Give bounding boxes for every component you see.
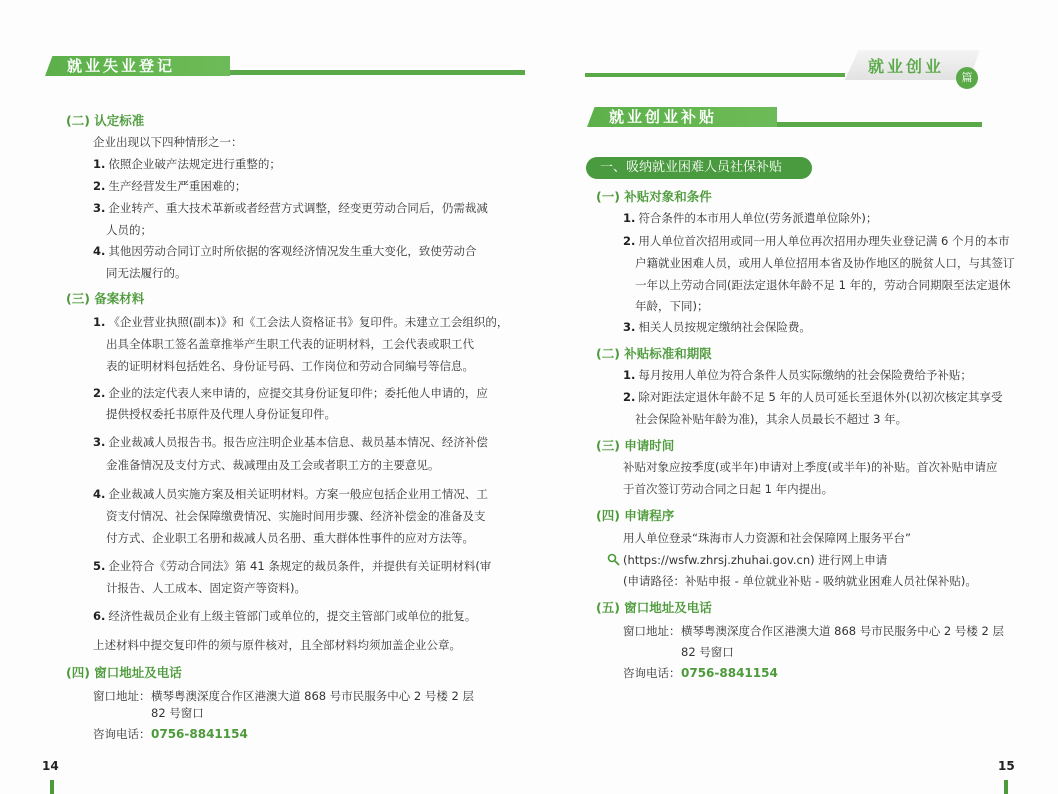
page-marker: [1004, 780, 1008, 794]
list-item: [623, 210, 877, 226]
text-line: 用人单位登录“珠海市人力资源和社会保障网上服务平台”: [623, 531, 911, 545]
list-item: [623, 367, 972, 383]
item-text: 户籍就业困难人员，或用人单位招用本省及协作地区的脱贫人口，与其签订: [635, 256, 1015, 270]
list-item: [93, 314, 508, 330]
address-text: 82 号窗口: [151, 706, 204, 720]
list-item: [93, 434, 488, 450]
item-text: 除对距法定退休年龄不足 5 年的人员可延长至退休外(以初次核定其享受: [638, 390, 1003, 404]
item-text: 人员的；: [106, 223, 152, 237]
phone-number: 0756-8841154: [151, 727, 248, 741]
item-number: 6.: [93, 609, 106, 623]
website-link[interactable]: (https://wsfw.zhrsj.zhuhai.gov.cn) 进行网上申请: [623, 553, 888, 567]
item-number: 2.: [93, 179, 106, 193]
text-line: 于首次签订劳动合同之日起 1 年内提出。: [623, 482, 834, 496]
item-number: 2.: [93, 386, 106, 400]
item-text: 《企业营业执照(副本)》和《工会法人资格证书》复印件。未建立工会组织的，: [108, 315, 509, 329]
list-item: [93, 558, 491, 574]
item-number: 1.: [623, 368, 636, 382]
heading-materials: (三) 备案材料: [66, 291, 145, 306]
item-text: 社会保险补贴年龄为准)，其余人员最长不超过 3 年。: [635, 412, 908, 426]
list-item: [93, 200, 488, 216]
list-item: [93, 486, 488, 502]
chapter-badge: 篇: [956, 67, 978, 89]
item-text: 其他因劳动合同订立时所依据的客观经济情况发生重大变化，致使劳动合: [108, 244, 477, 258]
item-number: 2.: [623, 234, 636, 248]
chapter-title: 就业创业: [868, 57, 945, 76]
item-number: 3.: [93, 435, 106, 449]
item-text: 企业转产、重大技术革新或者经营方式调整，经变更劳动合同后，仍需裁减: [108, 201, 488, 215]
phone-label: 咨询电话：: [623, 666, 681, 680]
heading-window-address: (四) 窗口地址及电话: [66, 665, 182, 680]
item-number: 3.: [623, 320, 636, 334]
text-line: (申请路径：补贴申报 - 单位就业补贴 - 吸纳就业困难人员社保补贴)。: [623, 574, 977, 588]
item-number: 4.: [93, 244, 106, 258]
list-item: [93, 243, 476, 259]
item-text: 依照企业破产法规定进行重整的；: [108, 157, 281, 171]
list-item: [93, 156, 281, 172]
item-text: 同无法履行的。: [106, 266, 187, 280]
item-text: 计报告、人工成本、固定资产等资料)。: [106, 581, 306, 595]
section-title: 就业创业补贴: [609, 108, 718, 126]
address-label: 窗口地址：: [623, 624, 681, 638]
phone-number: 0756-8841154: [681, 666, 778, 680]
item-text: 年龄，下同)；: [635, 299, 709, 313]
link-icon: [607, 552, 621, 566]
item-text: 提供授权委托书原件及代理人身份证复印件。: [106, 407, 336, 421]
item-text: 金准备情况及支付方式、裁减理由及工会或者职工方的主要意见。: [106, 458, 440, 472]
item-text: 企业的法定代表人来申请的，应提交其身份证复印件；委托他人申请的，应: [108, 386, 488, 400]
item-number: 3.: [93, 201, 106, 215]
note-text: 上述材料中提交复印件的须与原件核对，且全部材料均须加盖企业公章。: [93, 638, 461, 652]
list-item: [93, 385, 488, 401]
item-text: 用人单位首次招用或同一用人单位再次招用办理失业登记满 6 个月的本市: [638, 234, 1010, 248]
item-text: 付方式、企业职工名册和裁减人员名册、重大群体性事件的应对方法等。: [106, 531, 474, 545]
item-text: 企业裁减人员实施方案及相关证明材料。方案一般应包括企业用工情况、工: [108, 487, 488, 501]
heading-criteria: (二) 认定标准: [66, 113, 145, 128]
address-text: 横琴粤澳深度合作区港澳大道 868 号市民服务中心 2 号楼 2 层: [151, 689, 475, 703]
item-text: 企业裁减人员报告书。报告应注明企业基本信息、裁员基本情况、经济补偿: [108, 435, 488, 449]
heading-eligibility: (一) 补贴对象和条件: [596, 189, 712, 204]
item-text: 一年以上劳动合同(距法定退休年龄不足 1 年的，劳动合同期限至法定退休: [635, 278, 1011, 292]
heading-procedure: (四) 申请程序: [596, 508, 675, 523]
heading-standard: (二) 补贴标准和期限: [596, 346, 712, 361]
item-text: 相关人员按规定缴纳社会保险费。: [638, 320, 811, 334]
page-marker: [50, 780, 54, 794]
item-text: 符合条件的本市用人单位(劳务派遣单位除外)；: [638, 211, 878, 225]
address-label: 窗口地址：: [93, 689, 151, 703]
list-item: [623, 389, 1003, 405]
item-text: 表的证明材料包括姓名、身份证号码、工作岗位和劳动合同编号等信息。: [106, 359, 474, 373]
item-text: 出具全体职工签名盖章推举产生职工代表的证明材料，工会代表或职工代: [106, 337, 474, 351]
section-title: 就业失业登记: [67, 57, 176, 75]
item-number: 1.: [93, 157, 106, 171]
chapter-line: [585, 73, 845, 77]
item-number: 1.: [623, 211, 636, 225]
heading-apply-time: (三) 申请时间: [596, 438, 675, 453]
list-item: [93, 608, 476, 624]
item-text: 经济性裁员企业有上级主管部门或单位的，提交主管部门或单位的批复。: [108, 609, 477, 623]
phone-label: 咨询电话：: [93, 727, 151, 741]
page-number: 14: [42, 759, 59, 773]
item-number: 2.: [623, 390, 636, 404]
list-item: [623, 319, 811, 335]
item-text: 资支付情况、社会保障缴费情况、实施时间用步骤、经济补偿金的准备及支: [106, 509, 486, 523]
subsection-pill: 一、吸纳就业困难人员社保补贴: [586, 157, 812, 179]
address-text: 82 号窗口: [681, 645, 734, 659]
item-number: 1.: [93, 315, 106, 329]
item-text: 生产经营发生严重困难的；: [108, 179, 247, 193]
text-line: 企业出现以下四种情形之一：: [93, 135, 243, 149]
text-line: 补贴对象应按季度(或半年)申请对上季度(或半年)的补贴。首次补贴申请应: [623, 460, 998, 474]
heading-window-address: (五) 窗口地址及电话: [596, 600, 712, 615]
item-text: 每月按用人单位为符合条件人员实际缴纳的社会保险费给予补贴；: [638, 368, 972, 382]
list-item: [623, 233, 1010, 249]
page-number: 15: [998, 759, 1015, 773]
item-number: 5.: [93, 559, 106, 573]
item-number: 4.: [93, 487, 106, 501]
address-text: 横琴粤澳深度合作区港澳大道 868 号市民服务中心 2 号楼 2 层: [681, 624, 1005, 638]
list-item: [93, 178, 246, 194]
item-text: 企业符合《劳动合同法》第 41 条规定的裁员条件，并提供有关证明材料(审: [108, 559, 492, 573]
